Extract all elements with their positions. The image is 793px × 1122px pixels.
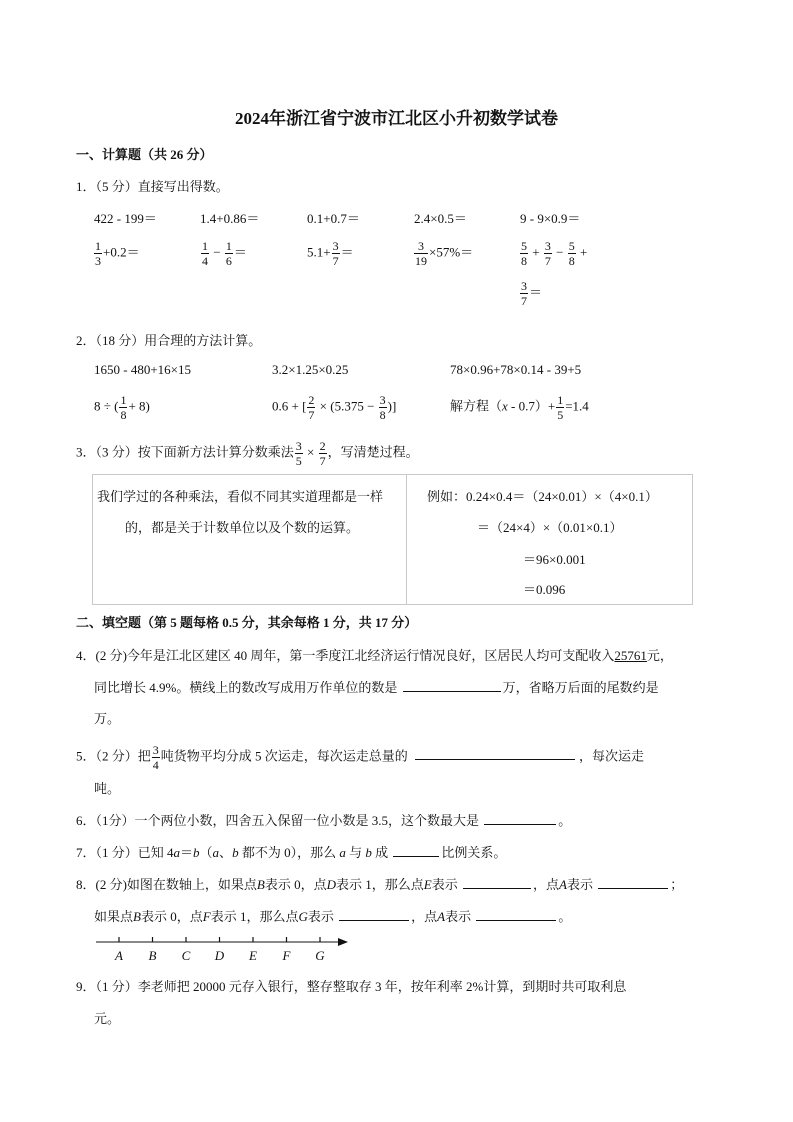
q1-item: 9 - 9×0.9＝ [520,211,581,226]
number-line-label: B [148,948,157,963]
answer-blank[interactable] [476,908,556,921]
q1-item: 0.1+0.7＝ [307,211,360,226]
box-right-line: ＝96×0.001 [523,552,586,567]
q8-line1: 8．(2 分)如图在数轴上，如果点B表示 0，点D表示 1，那么点E表示 ，点A表示 ； [76,877,684,892]
number-line-label: C [181,948,191,963]
q4-line2: 同比增长 4.9%。横线上的数改写成用万作单位的数是 万，省略万后面的尾数约是 [94,680,659,695]
number-line-label: E [249,948,257,963]
section-2-heading: 二、填空题（第 5 题每格 0.5 分，其余每格 1 分，共 17 分） [76,615,418,630]
q4-line3: 万。 [94,711,121,726]
number-line-arrow-icon [338,938,348,946]
q6: 6．（1分）一个两位小数，四舍五入保留一位小数是 3.5，这个数最大是 。 [76,813,572,828]
q1-item: 422 - 199＝ [94,211,157,226]
q2-item: 解方程（x - 0.7）+ $\frac{1}{5}$ =1.4 [450,393,589,422]
q2-item: 0.6 + [ $\frac{2}{7}$ × (5.375 − $\frac{3}{8}$ )] [272,393,397,422]
answer-blank[interactable] [598,876,668,889]
q5-line2: 吨。 [94,781,121,796]
answer-blank[interactable] [415,747,575,760]
q1-frac-item-cont: $\frac{3}{7}$ ＝ [521,279,543,308]
answer-blank[interactable] [484,812,556,825]
section-1-heading: 一、计算题（共 26 分） [76,147,213,162]
q3-stem: 3．（3 分）按下面新方法计算分数乘法 $\frac{3}{5}$ × $\frac{2}{7}$ ，写清楚过程。 [76,439,419,468]
number-line-label: F [282,948,291,963]
q3-example-box [92,474,693,605]
q1-stem: 1．（5 分）直接写出得数。 [76,179,229,194]
q2-item: 1650 - 480+16×15 [94,362,191,377]
answer-blank[interactable] [463,876,531,889]
q8-line2: 如果点B表示 0，点F表示 1，那么点G表示 ，点A表示 。 [94,909,572,924]
box-right-line: ＝（24×4）×（0.01×0.1） [477,520,623,535]
q9-line1: 9．（1 分）李老师把 20000 元存入银行，整存整取存 3 年，按年利率 2%计算，到期时共可取利息 [76,979,627,994]
box-left-line: 我们学过的各种乘法，看似不同其实道理都是一样 [97,489,384,504]
q1-frac-item: $\frac{1}{3}$ +0.2＝ [95,239,140,268]
q4-line1: 4．(2 分)今年是江北区建区 40 周年，第一季度江北经济运行情况良好，区居民人均可支配收入25761元， [76,648,673,663]
box-divider [406,475,407,604]
q1-item: 1.4+0.86＝ [200,211,260,226]
answer-blank[interactable] [393,844,439,857]
number-line-label: G [315,948,325,963]
q7: 7．（1 分）已知 4a＝b（a、b 都不为 0），那么 a 与 b 成 比例关系。 [76,845,507,860]
number-line-label: D [214,948,225,963]
q2-item: 78×0.96+78×0.14 - 39+5 [450,362,582,377]
number-line-label: A [115,948,123,963]
box-right-line: ＝0.096 [523,582,566,597]
number-line [94,934,354,966]
q2-item: 8 ÷ ( $\frac{1}{8}$ + 8) [94,393,150,422]
q2-stem: 2．（18 分）用合理的方法计算。 [76,333,262,348]
q2-item: 3.2×1.25×0.25 [272,362,349,377]
q1-item: 2.4×0.5＝ [414,211,467,226]
q1-frac-item: $\frac{3}{19}$ ×57%＝ [415,239,474,268]
q5-line1: 5．（2 分）把 $\frac{3}{4}$ 吨货物平均分成 5 次运走，每次运走总量的 ，每次运走 [76,743,645,772]
box-left-line: 的，都是关于计数单位以及个数的运算。 [125,520,360,535]
q9-line2: 元。 [94,1011,121,1026]
q1-frac-item: $\frac{1}{4}$ − $\frac{1}{6}$ ＝ [202,239,247,268]
q1-frac-item: $\frac{5}{8}$ + $\frac{3}{7}$ − $\frac{5}{8}$ + [521,239,588,268]
page-title: 2024年浙江省宁波市江北区小升初数学试卷 [235,109,558,128]
answer-blank[interactable] [339,908,409,921]
answer-blank[interactable] [403,679,501,692]
box-right-line: 例如：0.24×0.4＝（24×0.01）×（4×0.1） [427,489,658,504]
q1-frac-item: 5.1+ $\frac{3}{7}$ ＝ [307,239,354,268]
